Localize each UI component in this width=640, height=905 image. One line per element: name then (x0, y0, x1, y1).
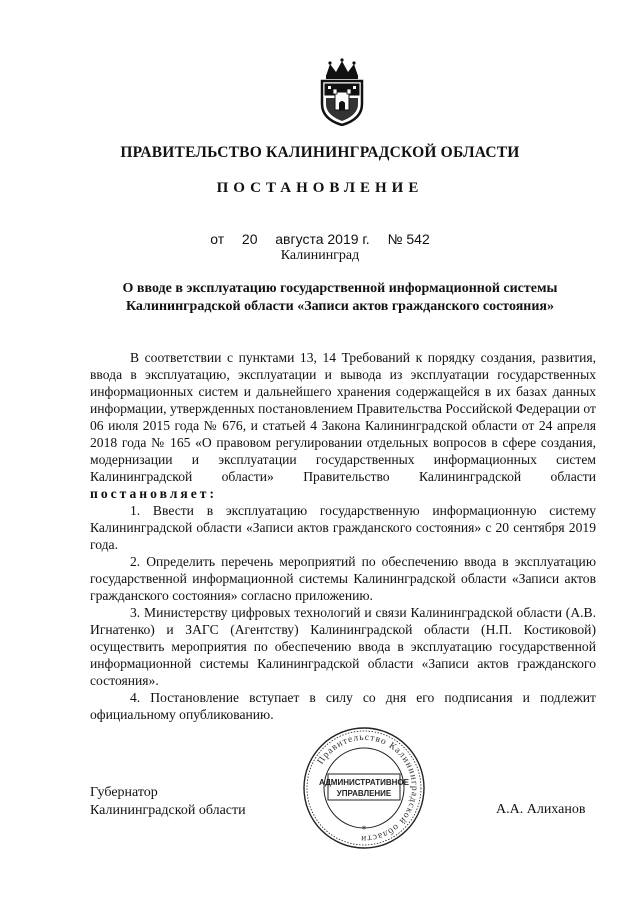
document-subject (90, 280, 590, 316)
date-day: 20 (241, 231, 258, 247)
item-2: 2. Определить перечень мероприятий по обеспечению ввода в эксплуатацию государственной информационной системы Калининградской области «Записи актов гражданского состояния» согласно приложению. (90, 554, 596, 603)
official-seal-icon (302, 726, 426, 850)
date-number-line (0, 231, 640, 247)
subject-line-1: О вводе в эксплуатацию государственной информационной системы (122, 281, 558, 296)
item-3: 3. Министерству цифровых технологий и связи Калининградской области (А.В. Игнатенко) и ЗАГС (Агентству) Калининградской области (Н.П. Костиковой) осуществить мероприятия по обеспечению ввода в эксплуатацию государственной информационной системы Калининградской области «Записи актов гражданского состояния». (90, 605, 596, 688)
date-prefix: от (210, 231, 225, 247)
signatory-position (90, 784, 246, 820)
government-title: ПРАВИТЕЛЬСТВО КАЛИНИНГРАДСКОЙ ОБЛАСТИ (120, 144, 520, 161)
signatory-name: А.А. Алиханов (496, 802, 586, 817)
seal-ring-text: Правительство Калининградской области (315, 732, 420, 844)
item-4: 4. Постановление вступает в силу со дня его подписания и подлежит официальному опубликованию. (90, 690, 596, 722)
svg-text:*: * (361, 825, 367, 835)
decree-word: постановляет: (90, 486, 217, 501)
document-number: № 542 (387, 231, 430, 247)
position-line-2: Калининградской области (90, 803, 246, 818)
date-month-year: августа 2019 г. (275, 231, 370, 247)
document-body (90, 349, 596, 723)
position-line-1: Губернатор (90, 785, 158, 800)
kaliningrad-coat-of-arms-icon (318, 58, 366, 126)
item-1: 1. Ввести в эксплуатацию государственную информационную систему Калининградской области «Записи актов гражданского состояния» с 20 сентября 2019 года. (90, 503, 596, 552)
seal-center-line-2: УПРАВЛЕНИЕ (336, 789, 392, 798)
preamble-paragraph (90, 349, 596, 502)
seal-center-line-1: АДМИНИСТРАТИВНОЕ (319, 778, 409, 787)
subject-line-2: Калининградской области «Записи актов гражданского состояния» (125, 299, 555, 314)
document-type: ПОСТАНОВЛЕНИЕ (216, 180, 424, 196)
city: Калининград (280, 248, 360, 263)
preamble-text: В соответствии с пунктами 13, 14 Требований к порядку создания, развития, ввода в эксплуатацию, эксплуатации и вывода из эксплуатации государственных информационных систем и дальнейшего хранения содержащейся в их базах данных информации, утвержденных постановлением Правительства Российской Федерации от 06 июля 2015 года № 676, и статьей 4 Закона Калининградской области от 24 апреля 2018 года № 165 «О правовом регулировании отдельных вопросов в сфере создания, модернизации и эксплуатации государственных информационных систем Калининградской области» Правительство Калининградской области (90, 350, 596, 484)
